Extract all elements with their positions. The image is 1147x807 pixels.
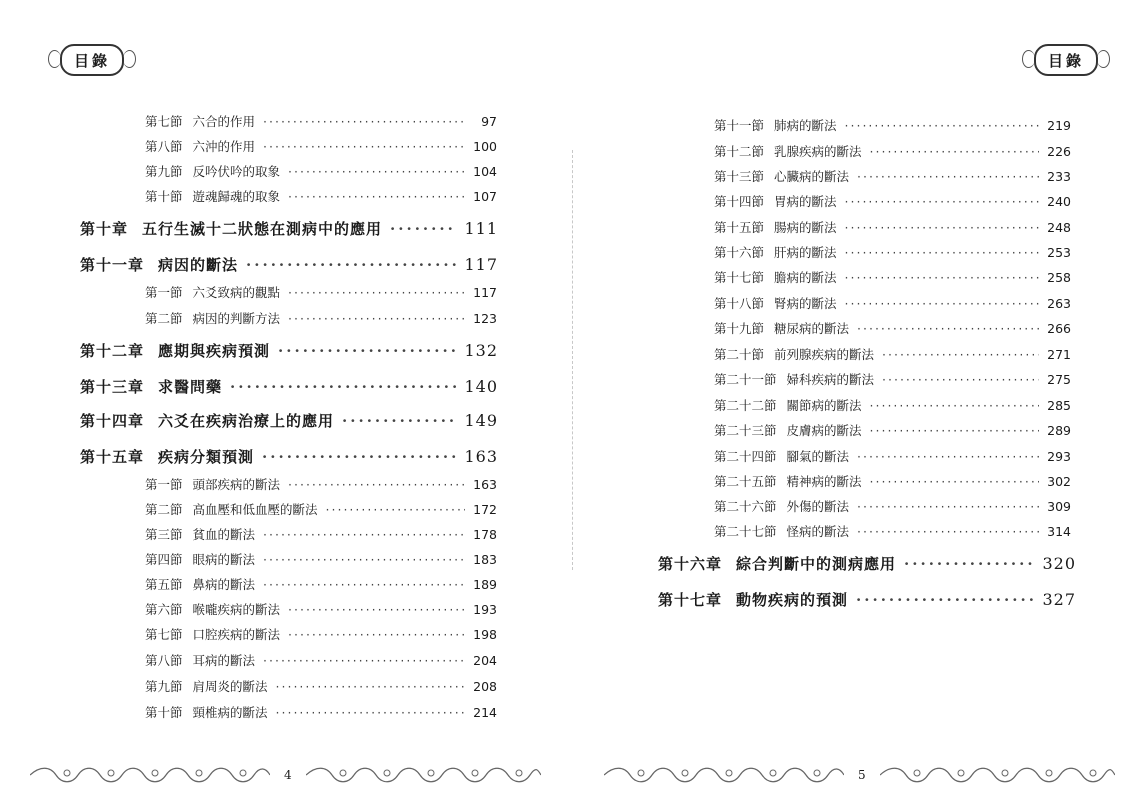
toc-leader-dots bbox=[857, 524, 1039, 539]
toc-entry-title: 腸病的斷法 bbox=[774, 220, 837, 235]
toc-entry-title: 六爻致病的觀點 bbox=[192, 285, 281, 300]
page-number-left: 4 bbox=[284, 768, 292, 782]
toc-entry-title: 求醫問藥 bbox=[158, 378, 223, 396]
toc-entry-page: 204 bbox=[473, 653, 497, 668]
toc-entry-title: 膽病的斷法 bbox=[774, 270, 837, 285]
toc-entry-title: 外傷的斷法 bbox=[786, 499, 850, 514]
toc-section-row bbox=[714, 243, 1071, 261]
toc-entry-page: 302 bbox=[1047, 474, 1071, 489]
toc-leader-dots bbox=[904, 555, 1034, 573]
toc-leader-dots bbox=[845, 194, 1039, 209]
toc-section-row bbox=[714, 497, 1071, 515]
toc-section-row bbox=[145, 651, 497, 669]
toc-entry-page: 248 bbox=[1047, 220, 1071, 235]
toc-entry-title: 頸椎病的斷法 bbox=[192, 705, 268, 720]
toc-entry-page: 132 bbox=[464, 341, 498, 360]
vine-ornament-icon bbox=[880, 764, 1115, 786]
toc-entry-page: 189 bbox=[473, 577, 497, 592]
toc-entry-number: 第二十二節 bbox=[714, 398, 777, 413]
toc-entry-number: 第二十七節 bbox=[714, 524, 777, 539]
toc-leader-dots bbox=[263, 139, 465, 154]
toc-leader-dots bbox=[278, 342, 456, 360]
toc-leader-dots bbox=[288, 164, 465, 179]
toc-leader-dots bbox=[263, 527, 465, 542]
toc-entry-title: 動物疾病的預測 bbox=[736, 591, 849, 609]
toc-entry-title: 綜合判斷中的測病應用 bbox=[736, 555, 897, 573]
toc-entry-page: 149 bbox=[464, 411, 498, 430]
toc-entry-title: 心臟病的斷法 bbox=[774, 169, 850, 184]
toc-entry-page: 111 bbox=[464, 219, 498, 238]
toc-leader-dots bbox=[263, 653, 465, 668]
toc-section-row bbox=[145, 475, 497, 493]
toc-entry-page: 163 bbox=[464, 447, 498, 466]
toc-entry-number: 第十二章 bbox=[80, 342, 145, 360]
toc-entry-title: 皮膚病的斷法 bbox=[786, 423, 862, 438]
toc-entry-title: 五行生滅十二狀態在測病中的應用 bbox=[142, 220, 383, 238]
toc-entry-page: 327 bbox=[1042, 590, 1076, 609]
toc-leader-dots bbox=[390, 220, 456, 238]
toc-leader-dots bbox=[845, 118, 1039, 133]
toc-entry-number: 第十四節 bbox=[714, 194, 765, 209]
toc-entry-number: 第十二節 bbox=[714, 144, 765, 159]
toc-entry-number: 第十章 bbox=[80, 220, 129, 238]
toc-section-row bbox=[714, 345, 1071, 363]
toc-leader-dots bbox=[870, 144, 1039, 159]
toc-entry-number: 第十六節 bbox=[714, 245, 765, 260]
toc-section-row bbox=[145, 677, 497, 695]
toc-leader-dots bbox=[288, 285, 465, 300]
toc-leader-dots bbox=[263, 577, 465, 592]
toc-entry-title: 應期與疾病預測 bbox=[158, 342, 271, 360]
toc-section-row bbox=[145, 187, 497, 205]
toc-entry-number: 第十七章 bbox=[658, 591, 723, 609]
toc-entry-page: 140 bbox=[464, 377, 498, 396]
toc-leader-dots bbox=[845, 296, 1039, 311]
toc-entry-page: 275 bbox=[1047, 372, 1071, 387]
toc-entry-number: 第十六章 bbox=[658, 555, 723, 573]
toc-entry-page: 193 bbox=[473, 602, 497, 617]
toc-entry-title: 反吟伏吟的取象 bbox=[192, 164, 281, 179]
toc-entry-number: 第十一節 bbox=[714, 118, 765, 133]
toc-entry-page: 97 bbox=[481, 114, 497, 129]
toc-chapter-row bbox=[658, 589, 1076, 613]
toc-section-row bbox=[714, 218, 1071, 236]
toc-entry-number: 第二節 bbox=[145, 311, 183, 326]
toc-entry-number: 第三節 bbox=[145, 527, 183, 542]
toc-entry-number: 第二十一節 bbox=[714, 372, 777, 387]
toc-entry-number: 第八節 bbox=[145, 653, 183, 668]
toc-section-row bbox=[714, 167, 1071, 185]
toc-section-row bbox=[145, 137, 497, 155]
toc-leader-dots bbox=[342, 412, 456, 430]
toc-section-row bbox=[145, 500, 497, 518]
toc-badge-right: 目錄 bbox=[1034, 44, 1098, 76]
toc-section-row bbox=[145, 162, 497, 180]
toc-entry-number: 第九節 bbox=[145, 679, 183, 694]
toc-entry-title: 病因的判斷方法 bbox=[192, 311, 281, 326]
toc-section-row bbox=[714, 116, 1071, 134]
toc-entry-title: 六合的作用 bbox=[192, 114, 256, 129]
toc-leader-dots bbox=[276, 679, 465, 694]
toc-chapter-row bbox=[80, 218, 498, 242]
toc-entry-title: 貧血的斷法 bbox=[192, 527, 256, 542]
toc-chapter-row bbox=[80, 340, 498, 364]
toc-leader-dots bbox=[288, 311, 465, 326]
toc-leader-dots bbox=[857, 169, 1039, 184]
toc-leader-dots bbox=[276, 705, 465, 720]
toc-entry-title: 頭部疾病的斷法 bbox=[192, 477, 281, 492]
toc-entry-page: 163 bbox=[473, 477, 497, 492]
toc-entry-title: 肝病的斷法 bbox=[774, 245, 837, 260]
toc-entry-page: 117 bbox=[473, 285, 497, 300]
toc-leader-dots bbox=[857, 321, 1039, 336]
toc-leader-dots bbox=[263, 114, 465, 129]
toc-entry-page: 240 bbox=[1047, 194, 1071, 209]
toc-section-row bbox=[145, 600, 497, 618]
toc-entry-title: 關節病的斷法 bbox=[786, 398, 862, 413]
toc-section-row bbox=[714, 294, 1071, 312]
toc-entry-title: 鼻病的斷法 bbox=[192, 577, 256, 592]
toc-entry-number: 第十三節 bbox=[714, 169, 765, 184]
toc-entry-number: 第十五節 bbox=[714, 220, 765, 235]
toc-section-row bbox=[145, 525, 497, 543]
toc-leader-dots bbox=[845, 245, 1039, 260]
toc-leader-dots bbox=[870, 398, 1039, 413]
toc-leader-dots bbox=[263, 552, 465, 567]
toc-entry-title: 病因的斷法 bbox=[158, 256, 239, 274]
toc-entry-page: 320 bbox=[1042, 554, 1076, 573]
toc-leader-dots bbox=[230, 378, 456, 396]
toc-entry-number: 第二十六節 bbox=[714, 499, 777, 514]
toc-entry-number: 第八節 bbox=[145, 139, 183, 154]
toc-leader-dots bbox=[882, 347, 1039, 362]
toc-section-row bbox=[714, 396, 1071, 414]
toc-entry-title: 疾病分類預測 bbox=[158, 448, 255, 466]
toc-entry-title: 怪病的斷法 bbox=[786, 524, 850, 539]
toc-entry-title: 婦科疾病的斷法 bbox=[786, 372, 875, 387]
toc-entry-number: 第十一章 bbox=[80, 256, 145, 274]
toc-entry-number: 第一節 bbox=[145, 285, 183, 300]
toc-entry-page: 253 bbox=[1047, 245, 1071, 260]
toc-section-row bbox=[714, 447, 1071, 465]
toc-section-row bbox=[714, 142, 1071, 160]
toc-leader-dots bbox=[246, 256, 456, 274]
toc-entry-page: 208 bbox=[473, 679, 497, 694]
toc-entry-page: 309 bbox=[1047, 499, 1071, 514]
toc-entry-page: 226 bbox=[1047, 144, 1071, 159]
toc-section-row bbox=[145, 703, 497, 721]
toc-leader-dots bbox=[288, 627, 465, 642]
toc-entry-number: 第七節 bbox=[145, 627, 183, 642]
toc-entry-number: 第十節 bbox=[145, 189, 183, 204]
toc-entry-title: 口腔疾病的斷法 bbox=[192, 627, 281, 642]
toc-leader-dots bbox=[856, 591, 1034, 609]
toc-entry-number: 第五節 bbox=[145, 577, 183, 592]
toc-entry-number: 第十四章 bbox=[80, 412, 145, 430]
toc-entry-title: 喉嚨疾病的斷法 bbox=[192, 602, 281, 617]
toc-entry-page: 285 bbox=[1047, 398, 1071, 413]
toc-entry-number: 第九節 bbox=[145, 164, 183, 179]
toc-entry-number: 第七節 bbox=[145, 114, 183, 129]
toc-entry-number: 第二節 bbox=[145, 502, 183, 517]
toc-entry-title: 腳氣的斷法 bbox=[786, 449, 850, 464]
toc-section-row bbox=[145, 283, 497, 301]
toc-entry-page: 258 bbox=[1047, 270, 1071, 285]
footer-left bbox=[30, 760, 541, 790]
toc-entry-page: 104 bbox=[473, 164, 497, 179]
toc-entry-page: 314 bbox=[1047, 524, 1071, 539]
toc-section-row bbox=[714, 370, 1071, 388]
toc-entry-page: 107 bbox=[473, 189, 497, 204]
toc-entry-title: 眼病的斷法 bbox=[192, 552, 256, 567]
toc-section-row bbox=[714, 421, 1071, 439]
toc-section-row bbox=[714, 319, 1071, 337]
toc-entry-page: 100 bbox=[473, 139, 497, 154]
toc-chapter-row bbox=[80, 254, 498, 278]
toc-entry-page: 293 bbox=[1047, 449, 1071, 464]
toc-entry-title: 六爻在疾病治療上的應用 bbox=[158, 412, 335, 430]
toc-entry-page: 214 bbox=[473, 705, 497, 720]
toc-entry-page: 271 bbox=[1047, 347, 1071, 362]
toc-entry-number: 第二十節 bbox=[714, 347, 765, 362]
toc-entry-page: 266 bbox=[1047, 321, 1071, 336]
toc-leader-dots bbox=[857, 499, 1039, 514]
toc-section-row bbox=[714, 268, 1071, 286]
toc-section-row bbox=[145, 625, 497, 643]
toc-section-row bbox=[145, 550, 497, 568]
toc-leader-dots bbox=[288, 189, 465, 204]
toc-section-row bbox=[145, 575, 497, 593]
toc-entry-number: 第四節 bbox=[145, 552, 183, 567]
toc-entry-title: 乳腺疾病的斷法 bbox=[774, 144, 862, 159]
toc-leader-dots bbox=[288, 602, 465, 617]
toc-chapter-row bbox=[80, 410, 498, 434]
toc-entry-number: 第二十四節 bbox=[714, 449, 777, 464]
toc-leader-dots bbox=[882, 372, 1039, 387]
toc-entry-number: 第十三章 bbox=[80, 378, 145, 396]
toc-section-row bbox=[714, 522, 1071, 540]
toc-entry-page: 219 bbox=[1047, 118, 1071, 133]
toc-entry-page: 178 bbox=[473, 527, 497, 542]
toc-entry-page: 123 bbox=[473, 311, 497, 326]
toc-chapter-row bbox=[80, 376, 498, 400]
toc-entry-title: 精神病的斷法 bbox=[786, 474, 862, 489]
toc-leader-dots bbox=[870, 423, 1039, 438]
toc-entry-number: 第十七節 bbox=[714, 270, 765, 285]
toc-leader-dots bbox=[857, 449, 1039, 464]
toc-section-row bbox=[714, 192, 1071, 210]
vine-ornament-icon bbox=[306, 764, 541, 786]
toc-entry-title: 遊魂歸魂的取象 bbox=[192, 189, 281, 204]
toc-entry-number: 第二十五節 bbox=[714, 474, 777, 489]
toc-leader-dots bbox=[288, 477, 465, 492]
toc-entry-title: 糖尿病的斷法 bbox=[774, 321, 850, 336]
toc-entry-page: 117 bbox=[464, 255, 498, 274]
toc-leader-dots bbox=[845, 270, 1039, 285]
toc-section-row bbox=[145, 112, 497, 130]
toc-entry-title: 肺病的斷法 bbox=[774, 118, 837, 133]
toc-entry-page: 198 bbox=[473, 627, 497, 642]
toc-entry-page: 233 bbox=[1047, 169, 1071, 184]
toc-entry-title: 前列腺疾病的斷法 bbox=[774, 347, 875, 362]
toc-entry-page: 289 bbox=[1047, 423, 1071, 438]
toc-entry-title: 高血壓和低血壓的斷法 bbox=[192, 502, 318, 517]
toc-entry-number: 第十五章 bbox=[80, 448, 145, 466]
footer-right bbox=[604, 760, 1115, 790]
left-page bbox=[0, 0, 573, 807]
vine-ornament-icon bbox=[30, 764, 270, 786]
toc-entry-number: 第十九節 bbox=[714, 321, 765, 336]
toc-chapter-row bbox=[80, 446, 498, 470]
toc-leader-dots bbox=[326, 502, 465, 517]
toc-entry-title: 腎病的斷法 bbox=[774, 296, 837, 311]
toc-badge-left: 目錄 bbox=[60, 44, 124, 76]
toc-entry-title: 耳病的斷法 bbox=[192, 653, 256, 668]
toc-leader-dots bbox=[870, 474, 1039, 489]
toc-entry-number: 第六節 bbox=[145, 602, 183, 617]
toc-entry-number: 第十八節 bbox=[714, 296, 765, 311]
toc-entry-page: 183 bbox=[473, 552, 497, 567]
toc-entry-page: 263 bbox=[1047, 296, 1071, 311]
toc-entry-title: 肩周炎的斷法 bbox=[192, 679, 268, 694]
toc-entry-title: 六沖的作用 bbox=[192, 139, 256, 154]
toc-entry-title: 胃病的斷法 bbox=[774, 194, 837, 209]
right-page bbox=[574, 0, 1147, 807]
toc-entry-number: 第十節 bbox=[145, 705, 183, 720]
vine-ornament-icon bbox=[604, 764, 844, 786]
toc-leader-dots bbox=[845, 220, 1039, 235]
toc-entry-number: 第一節 bbox=[145, 477, 183, 492]
toc-chapter-row bbox=[658, 553, 1076, 577]
page-number-right: 5 bbox=[858, 768, 866, 782]
toc-entry-number: 第二十三節 bbox=[714, 423, 777, 438]
toc-entry-page: 172 bbox=[473, 502, 497, 517]
toc-section-row bbox=[714, 472, 1071, 490]
toc-section-row bbox=[145, 309, 497, 327]
toc-leader-dots bbox=[262, 448, 456, 466]
